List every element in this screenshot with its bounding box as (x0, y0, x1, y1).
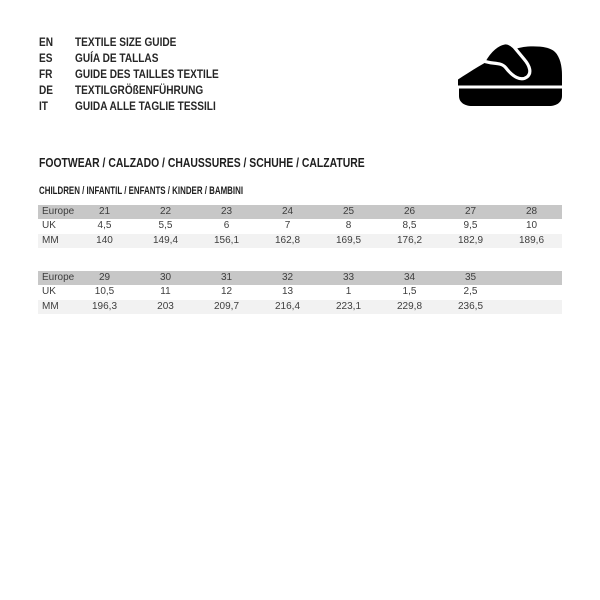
size-cell: 13 (257, 285, 318, 299)
size-cell: 28 (501, 205, 562, 219)
size-table-row-mm (38, 300, 562, 314)
row-label: MM (38, 300, 74, 314)
size-cell: 149,4 (135, 234, 196, 248)
language-label (75, 34, 196, 50)
language-code (39, 98, 75, 114)
size-cell: 21 (74, 205, 135, 219)
language-code-text: EN (39, 35, 54, 49)
children-size-table-1 (38, 205, 562, 248)
size-cell: 35 (440, 271, 501, 285)
language-label-text: TEXTILE SIZE GUIDE (75, 35, 177, 49)
language-label-text: GUIDE DES TAILLES TEXTILE (75, 67, 219, 81)
size-table-row-europe (38, 271, 562, 285)
language-label-text: TEXTILGRÖßENFÜHRUNG (75, 83, 204, 97)
size-cell: 24 (257, 205, 318, 219)
language-item (39, 98, 246, 114)
size-cell: 176,2 (379, 234, 440, 248)
size-cell: 26 (379, 205, 440, 219)
language-label-text: GUIDA ALLE TAGLIE TESSILI (75, 99, 216, 113)
size-cell: 12 (196, 285, 257, 299)
language-guide-list (39, 34, 246, 114)
size-cell: 32 (257, 271, 318, 285)
shoe-icon-svg (458, 37, 563, 106)
size-cell: 30 (135, 271, 196, 285)
size-cell: 203 (135, 300, 196, 314)
language-label (75, 98, 243, 114)
section-title-text: FOOTWEAR / CALZADO / CHAUSSURES / SCHUHE / CALZATURE (39, 155, 365, 170)
size-cell: 216,4 (257, 300, 318, 314)
language-code (39, 34, 75, 50)
size-cell: 1 (318, 285, 379, 299)
children-size-table-2 (38, 271, 562, 314)
size-cell: 196,3 (74, 300, 135, 314)
section-title (39, 155, 446, 170)
row-label: Europe (38, 271, 74, 285)
size-cell: 7 (257, 219, 318, 233)
size-table-row-europe (38, 205, 562, 219)
size-cell: 236,5 (440, 300, 501, 314)
size-cell: 8,5 (379, 219, 440, 233)
language-code (39, 82, 75, 98)
language-item (39, 82, 246, 98)
size-cell: 27 (440, 205, 501, 219)
size-cell: 189,6 (501, 234, 562, 248)
language-label (75, 66, 246, 82)
size-cell: 25 (318, 205, 379, 219)
size-cell: 31 (196, 271, 257, 285)
size-cell (501, 300, 562, 314)
row-label: Europe (38, 205, 74, 219)
language-code-text: IT (39, 99, 48, 113)
size-cell: 156,1 (196, 234, 257, 248)
size-cell: 223,1 (318, 300, 379, 314)
row-label: MM (38, 234, 74, 248)
language-label (75, 50, 174, 66)
size-cell: 10 (501, 219, 562, 233)
size-cell: 169,5 (318, 234, 379, 248)
size-cell: 10,5 (74, 285, 135, 299)
language-code-text: DE (39, 83, 54, 97)
language-code (39, 50, 75, 66)
row-label: UK (38, 285, 74, 299)
size-table-row-uk (38, 285, 562, 299)
size-table-row-mm (38, 234, 562, 248)
size-cell: 11 (135, 285, 196, 299)
size-cell: 2,5 (440, 285, 501, 299)
size-table-row-uk (38, 219, 562, 233)
size-cell: 29 (74, 271, 135, 285)
row-label: UK (38, 219, 74, 233)
size-cell: 8 (318, 219, 379, 233)
language-item (39, 50, 246, 66)
size-cell: 229,8 (379, 300, 440, 314)
section-subtitle-text: CHILDREN / INFANTIL / ENFANTS / KINDER / BAMBINI (39, 185, 244, 197)
size-cell (501, 271, 562, 285)
section-subtitle (39, 185, 322, 197)
size-cell: 33 (318, 271, 379, 285)
size-cell: 140 (74, 234, 135, 248)
size-cell: 23 (196, 205, 257, 219)
language-label-text: GUÍA DE TALLAS (75, 51, 159, 65)
size-cell: 5,5 (135, 219, 196, 233)
size-cell: 6 (196, 219, 257, 233)
size-cell: 4,5 (74, 219, 135, 233)
children-shoe-icon (458, 37, 563, 106)
size-cell: 34 (379, 271, 440, 285)
size-cell: 182,9 (440, 234, 501, 248)
size-cell (501, 285, 562, 299)
size-cell: 1,5 (379, 285, 440, 299)
language-item (39, 34, 246, 50)
language-code-text: ES (39, 51, 53, 65)
language-label (75, 82, 228, 98)
size-cell: 162,8 (257, 234, 318, 248)
language-code-text: FR (39, 67, 53, 81)
shoe-sole-shape (459, 89, 562, 107)
size-cell: 22 (135, 205, 196, 219)
language-item (39, 66, 246, 82)
size-cell: 9,5 (440, 219, 501, 233)
size-cell: 209,7 (196, 300, 257, 314)
language-code (39, 66, 75, 82)
